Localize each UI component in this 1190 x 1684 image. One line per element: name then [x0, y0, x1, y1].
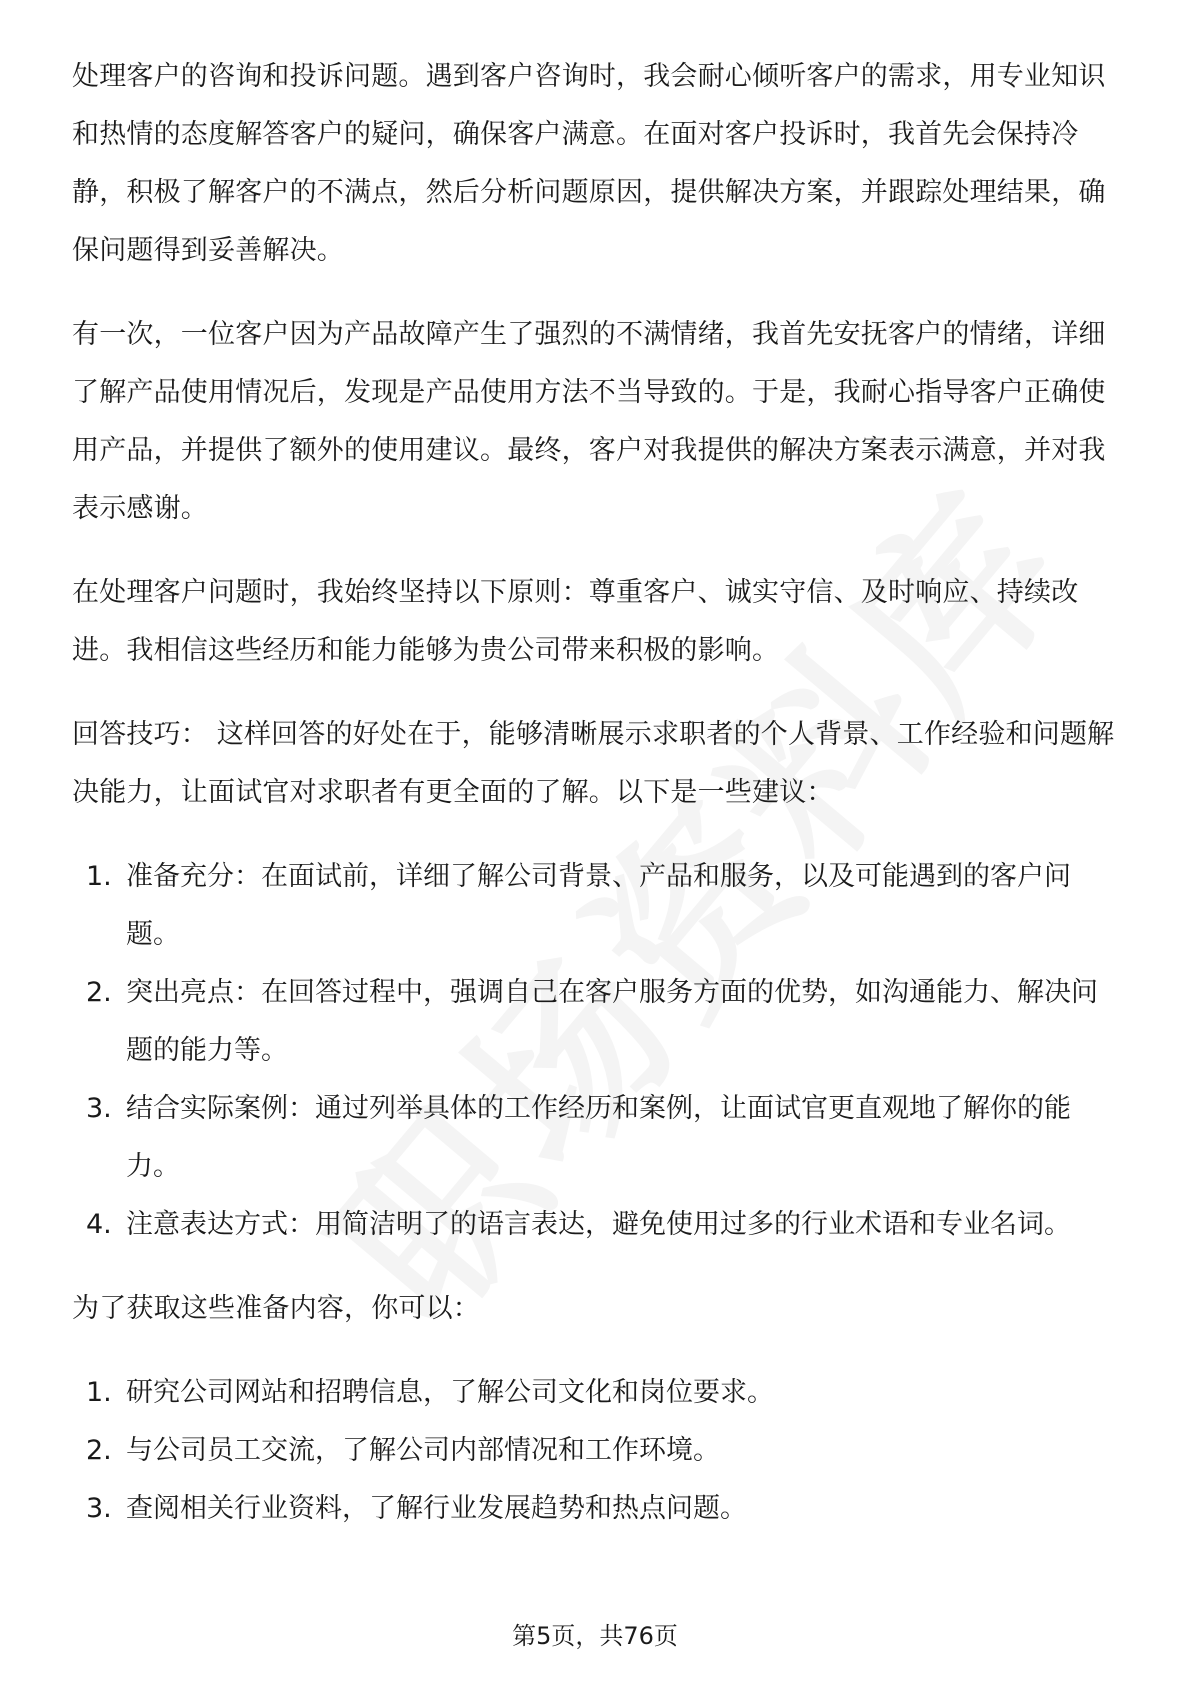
list-number: 2.	[86, 1435, 112, 1466]
list-number: 4.	[86, 1209, 112, 1240]
list-item	[72, 1422, 1118, 1480]
list-text: 准备充分：在面试前，详细了解公司背景、产品和服务，以及可能遇到的客户问题。	[126, 861, 1071, 950]
paragraph-complaint-handling: 处理客户的咨询和投诉问题。遇到客户咨询时，我会耐心倾听客户的需求，用专业知识和热情的态度解答客户的疑问，确保客户满意。在面对客户投诉时，我首先会保持冷静，积极了解客户的不满点，然后分析问题原因，提供解决方案，并跟踪处理结果，确保问题得到妥善解决。	[72, 61, 1106, 266]
list-number: 3.	[86, 1093, 112, 1124]
list-number: 3.	[86, 1493, 112, 1524]
list-item	[72, 964, 1118, 1080]
list-text: 突出亮点：在回答过程中，强调自己在客户服务方面的优势，如沟通能力、解决问题的能力等。	[126, 977, 1098, 1066]
list-item	[72, 1480, 1118, 1538]
paragraph-principles: 在处理客户问题时，我始终坚持以下原则：尊重客户、诚实守信、及时响应、持续改进。我相信这些经历和能力能够为贵公司带来积极的影响。	[72, 577, 1079, 666]
preparation-list	[72, 1364, 1118, 1538]
list-text: 结合实际案例：通过列举具体的工作经历和案例，让面试官更直观地了解你的能力。	[126, 1093, 1071, 1182]
paragraph-example-case: 有一次，一位客户因为产品故障产生了强烈的不满情绪，我首先安抚客户的情绪，详细了解产品使用情况后，发现是产品使用方法不当导致的。于是，我耐心指导客户正确使用产品，并提供了额外的使用建议。最终，客户对我提供的解决方案表示满意，并对我表示感谢。	[72, 319, 1106, 524]
list-number: 1.	[86, 861, 112, 892]
page-footer	[0, 1616, 1190, 1656]
tips-list	[72, 848, 1118, 1254]
paragraph-preparation-intro: 为了获取这些准备内容，你可以：	[72, 1293, 480, 1324]
paragraph-answer-tips: 回答技巧： 这样回答的好处在于，能够清晰展示求职者的个人背景、工作经验和问题解决能力，让面试官对求职者有更全面的了解。以下是一些建议：	[72, 719, 1115, 808]
list-item	[72, 1080, 1118, 1196]
list-number: 1.	[86, 1377, 112, 1408]
list-item	[72, 1196, 1118, 1254]
list-text: 研究公司网站和招聘信息，了解公司文化和岗位要求。	[126, 1377, 774, 1408]
list-item	[72, 1364, 1118, 1422]
list-item	[72, 848, 1118, 964]
document-page	[72, 48, 1118, 1564]
list-number: 2.	[86, 977, 112, 1008]
list-text: 与公司员工交流，了解公司内部情况和工作环境。	[126, 1435, 720, 1466]
list-text: 查阅相关行业资料，了解行业发展趋势和热点问题。	[126, 1493, 747, 1524]
list-text: 注意表达方式：用简洁明了的语言表达，避免使用过多的行业术语和专业名词。	[126, 1209, 1071, 1240]
page-number: 第5页，共76页	[512, 1622, 678, 1650]
